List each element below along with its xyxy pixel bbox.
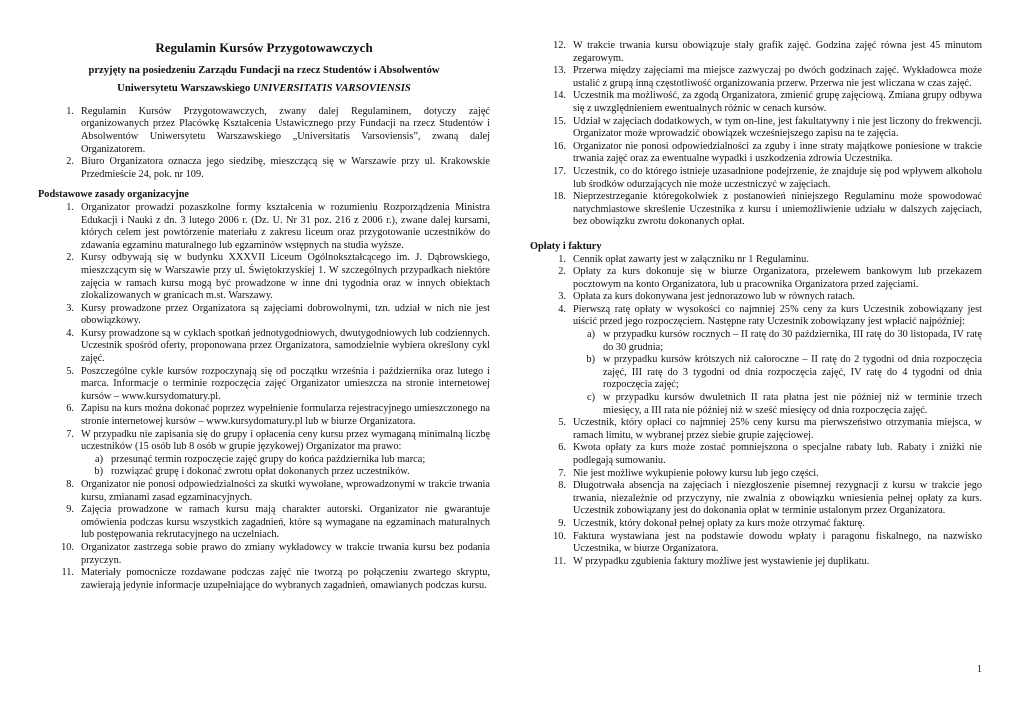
list-item: 14. Uczestnik ma możliwość, za zgodą Organizatora, zmienić grupę zajęciową. Zmiana grupy odbywa się z uwzględnieniem ewentualnych różnic w cenach kursów. — [553, 90, 982, 114]
list-item: 11. Materiały pomocnicze rozdawane podczas zajęć nie tworzą po połączeniu zwartego skryptu, zawierają jedynie informacje uzupełniające do wybranych zagadnień, omawianych podczas kursu. — [61, 567, 490, 591]
list-item: 1. Cennik opłat zawarty jest w załączniku nr 1 Regulaminu. — [558, 253, 809, 265]
list-item: 10. Organizator zastrzega sobie prawo do zmiany wykładowcy w trakcie trwania kursu bez podania przyczyn. — [61, 541, 490, 566]
sub-list-4 — [573, 329, 982, 417]
list-item: 5. Uczestnik, który opłaci co najmniej 25% ceny kursu ma pierwszeństwo otrzymania miejsca, w ramach limitu, w wybranej przez siebie grupie zajęciowej. — [558, 417, 982, 441]
list-item: 8. Długotrwała absencja na zajęciach i niezgłoszenie pisemnej rezygnacji z kursu w trakcie jego trwania, niezależnie od przyczyny, nie zwalnia z obowiązku wniesienia pełnej opłaty za kurs. Uczestnik zobowiązany jest do dokonania opłat w terminie ustalonym przez Organizatora. — [558, 480, 982, 517]
page-number: 1 — [976, 664, 982, 675]
sub-list-item: c) w przypadku kursów dwuletnich II rata płatna jest nie później niż w terminie trzech miesięcy, a III rata nie później niż w sześć miesięcy od dnia rozpoczęcia zajęć. — [587, 392, 982, 416]
list-item: 1. Regulamin Kursów Przygotowawczych, zwany dalej Regulaminem, dotyczy zajęć organizowanych przez Placówkę Kształcenia Ustawicznego przy Fundacji na rzecz Studentów i Absolwentów Uniwersytetu Warszawskiego „Universitatis Varsoviensis”, zwaną dalej Organizatorem. — [66, 105, 490, 155]
list-item: 12. W trakcie trwania kursu obowiązuje stały grafik zajęć. Godzina zajęć równa jest 45 minutom zegarowym. — [553, 40, 982, 64]
page-title: Regulamin Kursów Przygotowawczych — [155, 40, 373, 55]
organizational-list-continued — [530, 40, 982, 229]
list-item: 1. Organizator prowadzi pozaszkolne formy kształcenia w rozumieniu Rozporządzenia Ministra Edukacji i Nauki z dn. 3 lutego 2006 r. (Dz. U. Nr 31 poz. 216 z 2006 r.), zwane dalej kursami, których celem jest powtórzenie materiału z zakresu liceum oraz przygotowanie uczestników do zdawania egzaminu maturalnego lub egzaminów wstępnych na studia wyższe. — [66, 201, 490, 251]
sub-list-item: b) rozwiązać grupę i dokonać zwrotu opłat dokonanych przez uczestników. — [94, 466, 410, 478]
list-item: 3. Kursy prowadzone przez Organizatora są zajęciami dobrowolnymi, tzn. udział w nich nie jest obowiązkowy. — [66, 302, 490, 327]
right-column — [530, 40, 982, 568]
list-item: 5. Poszczególne cykle kursów rozpoczynają się od początku września i października oraz lutego i marca. Informacje o terminie rozpoczęcia zajęć Organizator umieszcza na stronie internetowej kursów – www.kursydomatury.pl. — [66, 365, 490, 402]
list-item: 6. Zapisu na kurs można dokonać poprzez wypełnienie formularza rejestracyjnego umieszczonego na stronie internetowej kursów – www.kursydomatury.pl lub w biurze Organizatora. — [66, 403, 490, 428]
list-item: 15. Udział w zajęciach dodatkowych, w tym on-line, jest fakultatywny i nie jest liczony do frekwencji. Organizator może wprowadzić obowiązek wcześniejszego zapisu na te zajęcia. — [553, 115, 982, 140]
list-item: 10. Faktura wystawiana jest na podstawie dowodu wpłaty i paragonu fiskalnego, na nazwisko Uczestnika, w biurze Organizatora. — [553, 530, 982, 555]
list-item: 17. Uczestnik, co do którego istnieje uzasadnione podejrzenie, że znajduje się pod wpływem alkoholu lub środków odurzających nie może uczestniczyć w zajęciach. — [553, 165, 982, 190]
list-item: 18. Nieprzestrzeganie któregokolwiek z postanowień niniejszego Regulaminu może spowodować natychmiastowe skreślenie Uczestnika z kursu i uniemożliwienie udziału w dalszych zajęciach, bez obowiązku zwrotu dokonanych opłat. — [553, 191, 982, 228]
list-item: 7. W przypadku nie zapisania się do grupy i opłacenia ceny kursu przez wymaganą minimalną liczbę uczestników (15 osób lub 8 osób w grupie językowej) Organizator ma prawo: a) przesunąć termin rozpoczęcie zajęć grupy do końca października lub marca; b) rozwiązać grupę i dokonać zwrotu opłat dokonanych przez uczestników. — [66, 428, 490, 478]
subtitle-line-2-italic: UNIVERSITATIS VARSOVIENSIS — [252, 83, 411, 95]
list-item: 13. Przerwa między zajęciami ma miejsce zazwyczaj po dwóch godzinach zajęć. Wykładowca może ustalić z grupą inną częstotliwość organizowania przerw. Przerwa nie jest wliczana w czas zajęć. — [553, 65, 982, 89]
list-item: 11. W przypadku zgubienia faktury możliwe jest wystawienie jej duplikatu. — [553, 555, 870, 567]
intro-list — [38, 106, 490, 182]
list-item: 2. Biuro Organizatora oznacza jego siedzibę, mieszczącą się w Warszawie przy ul. Krakowskie Przedmieście 24, pok. nr 109. — [66, 156, 490, 180]
organizational-list — [38, 202, 490, 592]
section-heading-organizational: Podstawowe zasady organizacyjne — [38, 189, 190, 201]
list-item: 16. Organizator nie ponosi odpowiedzialności za zguby i inne straty majątkowe poniesione w trakcie trwania zajęć oraz za ewentualne wypadki i uszkodzenia zdrowia Uczestnika. — [553, 140, 982, 165]
subtitle-line-2 — [38, 83, 490, 96]
subtitle-line-1: przyjęty na posiedzeniu Zarządu Fundacji na rzecz Studentów i Absolwentów — [88, 64, 440, 76]
list-item: 4. Pierwszą ratę opłaty w wysokości co najmniej 25% ceny za kurs Uczestnik zobowiązany jest uiścić przed jego rozpoczęciem. Następne raty Uczestnik zobowiązany jest wpłacić najpóźniej: a) w przypadku kursów rocznych – II ratę do 30 października, III ratę do 30 listopada, IV ratę do 30 grudnia; b) w przypadku kursów krótszych niż całoroczne – II ratę do 2 tygodni od dnia rozpoczęcia zajęć, III ratę do 3 tygodni od dnia rozpoczęcia zajęć, IV ratę do 4 tygodni od dnia rozpoczęcia zajęć; c) w przypadku kursów dwuletnich II rata płatna jest nie później niż w terminie trzech miesięcy, a III rata nie później niż w sześć miesięcy od dnia rozpoczęcia zajęć. — [558, 303, 982, 416]
subtitle-line-2-prefix: Uniwersytetu Warszawskiego — [117, 83, 253, 95]
section-heading-fees: Opłaty i faktury — [530, 240, 602, 252]
list-item: 3. Opłata za kurs dokonywana jest jednorazowo lub w równych ratach. — [558, 291, 855, 303]
list-item: 9. Zajęcia prowadzone w ramach kursu mają charakter autorski. Organizator nie gwarantuje omówienia podczas kursu wszystkich zagadnień, które są wymagane na egzaminach maturalnych lub postępowania rekrutacyjnego na uczelniach. — [66, 504, 490, 541]
list-item: 4. Kursy prowadzone są w cyklach spotkań jednotygodniowych, dwutygodniowych lub codziennych. Uczestnik spośród oferty, proponowana przez Organizatora, samodzielnie wybiera określony cykl zajęć. — [66, 327, 490, 365]
sub-list-item: a) przesunąć termin rozpoczęcie zajęć grupy do końca października lub marca; — [95, 453, 426, 465]
list-item: 6. Kwota opłaty za kurs może zostać pomniejszona o specjalne rabaty lub. Rabaty i zniżki nie podlegają sumowaniu. — [558, 442, 982, 466]
sub-list-7 — [81, 454, 490, 479]
list-item: 2. Kursy odbywają się w budynku XXXVII Liceum Ogólnokształcącego im. J. Dąbrowskiego, mieszczącym się w Warszawie przy ul. Świętokrzyskiej 1. W szczególnych przypadkach niektóre zajęcia w ramach kursu mogą być prowadzone w inne dni tygodnia oraz w innych obiektach zlokalizowanych w granicach m.st. Warszawy. — [66, 252, 490, 302]
list-item: 9. Uczestnik, który dokonał pełnej opłaty za kurs może otrzymać fakturę. — [558, 517, 865, 529]
fees-list — [530, 254, 982, 569]
list-item: 8. Organizator nie ponosi odpowiedzialności za skutki wywołane, wprowadzonymi w trakcie trwania kursu, zmianami zasad egzaminacyjnych. — [66, 479, 490, 503]
sub-list-item: b) w przypadku kursów krótszych niż całoroczne – II ratę do 2 tygodni od dnia rozpoczęcia zajęć, III ratę do 3 tygodni od dnia rozpoczęcia zajęć, IV ratę do 4 tygodni od dnia rozpoczęcia zajęć; — [586, 354, 982, 391]
left-column — [38, 0, 490, 592]
sub-list-item: a) w przypadku kursów rocznych – II ratę do 30 października, III ratę do 30 listopada, IV ratę do 30 grudnia; — [587, 329, 982, 353]
list-item: 2. Opłaty za kurs dokonuje się w biurze Organizatora, przelewem bankowym lub przekazem pocztowym na konto Organizatora, lub u pracownika Organizatora przed zajęciami. — [558, 266, 982, 290]
list-item: 7. Nie jest możliwe wykupienie połowy kursu lub jego części. — [558, 467, 819, 479]
